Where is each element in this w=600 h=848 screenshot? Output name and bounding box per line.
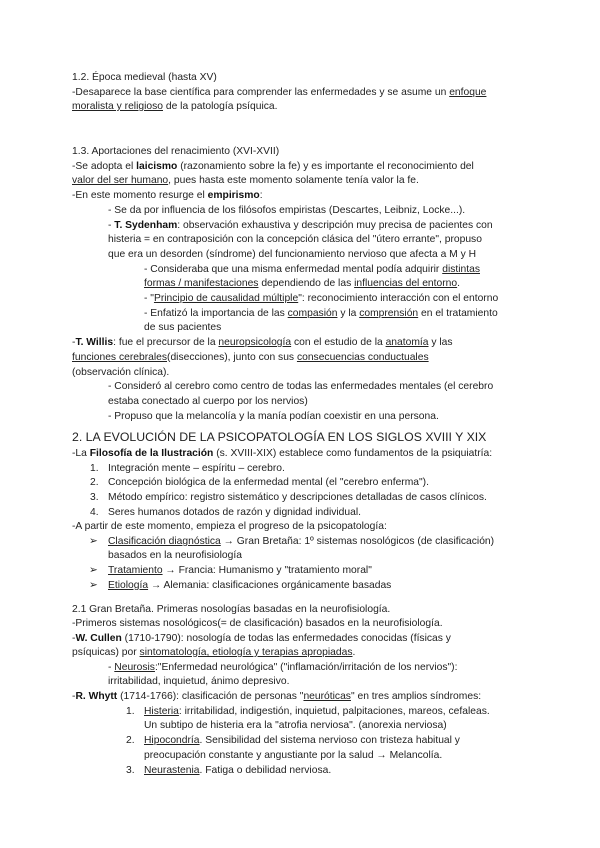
paragraph-line: de sus pacientes: [144, 322, 222, 333]
paragraph-line: psíquicas) por sintomatología, etiología y terapias apropiadas.: [72, 647, 356, 658]
paragraph-line: - "Principio de causalidad múltiple": reconocimiento interacción con el entorno: [144, 293, 499, 304]
list-number: 2.: [126, 735, 135, 746]
list-item-cont: preocupación constante y angustiante por la salud → Melancolía.: [144, 750, 443, 761]
list-number: 1.: [126, 706, 135, 717]
list-item: Histeria: irritabilidad, indigestión, inquietud, palpitaciones, mareos, cefaleas.: [144, 706, 490, 717]
arrow-bullet-icon: ➢: [89, 536, 98, 547]
paragraph-line: histeria = en contraposición con la concepción clásica del "útero errante", propuso: [108, 234, 482, 245]
list-item: Integración mente – espíritu – cerebro.: [108, 463, 285, 474]
arrow-bullet-icon: ➢: [89, 565, 98, 576]
list-number: 3.: [90, 492, 99, 503]
arrow-list-item: Tratamiento → Francia: Humanismo y "tratamiento moral": [108, 565, 372, 576]
list-item-cont: Un subtipo de histeria era la "atrofia nerviosa". (anorexia nerviosa): [144, 720, 447, 731]
paragraph-line: -T. Willis: fue el precursor de la neuropsicología con el estudio de la anatomía y las: [72, 337, 453, 348]
list-item: Hipocondría. Sensibilidad del sistema nervioso con tristeza habitual y: [144, 735, 460, 746]
arrow-bullet-icon: ➢: [89, 580, 98, 591]
paragraph-line: -Primeros sistemas nosológicos(= de clasificación) basados en la neurofisiología.: [72, 618, 443, 629]
list-number: 4.: [90, 507, 99, 518]
list-item: Seres humanos dotados de razón y dignidad individual.: [108, 507, 362, 518]
paragraph-line: -A partir de este momento, empieza el progreso de la psicopatología:: [72, 521, 387, 532]
paragraph-line: - Neurosis:"Enfermedad neurológica" ("inflamación/irritación de los nervios"):: [108, 662, 458, 673]
paragraph-line: funciones cerebrales(disecciones), junto con sus consecuencias conductuales: [72, 352, 429, 363]
list-item: Neurastenia. Fatiga o debilidad nerviosa.: [144, 765, 332, 776]
section-heading-evolucion: 2. LA EVOLUCIÓN DE LA PSICOPATOLOGÍA EN LOS SIGLOS XVIII Y XIX: [72, 430, 487, 444]
paragraph-line: -R. Whytt (1714-1766): clasificación de personas "neuróticas" en tres amplios síndromes:: [72, 691, 482, 702]
list-item: Concepción biológica de la enfermedad mental (el "cerebro enferma").: [108, 477, 429, 488]
arrow-list-item: Clasificación diagnóstica → Gran Bretaña: 1º sistemas nosológicos (de clasificación): [108, 536, 495, 547]
section-title-gran-bretana: 2.1 Gran Bretaña. Primeras nosologías basadas en la neurofisiología.: [72, 604, 391, 615]
paragraph-line: - Consideró al cerebro como centro de todas las enfermedades mentales (el cerebro: [108, 381, 494, 392]
arrow-list-item: Etiología → Alemania: clasificaciones orgánicamente basadas: [108, 580, 392, 591]
paragraph-line: - Enfatizó la importancia de las compasión y la comprensión en el tratamiento: [144, 308, 498, 319]
list-number: 3.: [126, 765, 135, 776]
paragraph-line: formas / manifestaciones dependiendo de las influencias del entorno.: [144, 278, 461, 289]
paragraph-line: - Se da por influencia de los filósofos empiristas (Descartes, Leibniz, Locke...).: [108, 205, 466, 216]
paragraph-line: valor del ser humano, pues hasta este momento solamente tenía valor la fe.: [72, 175, 419, 186]
paragraph-line: que era un desorden (síndrome) del funcionamiento nervioso que afecta a M y H: [108, 249, 477, 260]
paragraph-line: irritabilidad, inquietud, ánimo depresivo.: [108, 676, 290, 687]
paragraph-line: - Consideraba que una misma enfermedad mental podía adquirir distintas: [144, 264, 480, 275]
paragraph-line: moralista y religioso de la patología psíquica.: [72, 101, 278, 112]
paragraph-line: -W. Cullen (1710-1790): nosología de todas las enfermedades conocidas (físicas y: [72, 633, 451, 644]
paragraph-line: - T. Sydenham: observación exhaustiva y descripción muy precisa de pacientes con: [108, 220, 493, 231]
paragraph-line: estaba conectado al cuerpo por los nervios): [108, 396, 308, 407]
list-item: Método empírico: registro sistemático y descripciones detalladas de casos clínicos.: [108, 492, 487, 503]
paragraph-line: -Desaparece la base científica para comprender las enfermedades y se asume un enfoque: [72, 87, 487, 98]
paragraph-line: (observación clínica).: [72, 367, 170, 378]
section-title-renacimiento: 1.3. Aportaciones del renacimiento (XVI-XVII): [72, 146, 280, 157]
paragraph-line: -La Filosofía de la Ilustración (s. XVIII-XIX) establece como fundamentos de la psiquiatría:: [72, 448, 493, 459]
list-number: 2.: [90, 477, 99, 488]
paragraph-line: -Se adopta el laicismo (razonamiento sobre la fe) y es importante el reconocimiento del: [72, 161, 474, 172]
section-title-epoca-medieval: 1.2. Época medieval (hasta XV): [72, 72, 217, 83]
paragraph-line: -En este momento resurge el empirismo:: [72, 190, 263, 201]
arrow-list-item-cont: basados en la neurofisiología: [108, 550, 242, 561]
list-number: 1.: [90, 463, 99, 474]
paragraph-line: - Propuso que la melancolía y la manía podían coexistir en una persona.: [108, 411, 439, 422]
